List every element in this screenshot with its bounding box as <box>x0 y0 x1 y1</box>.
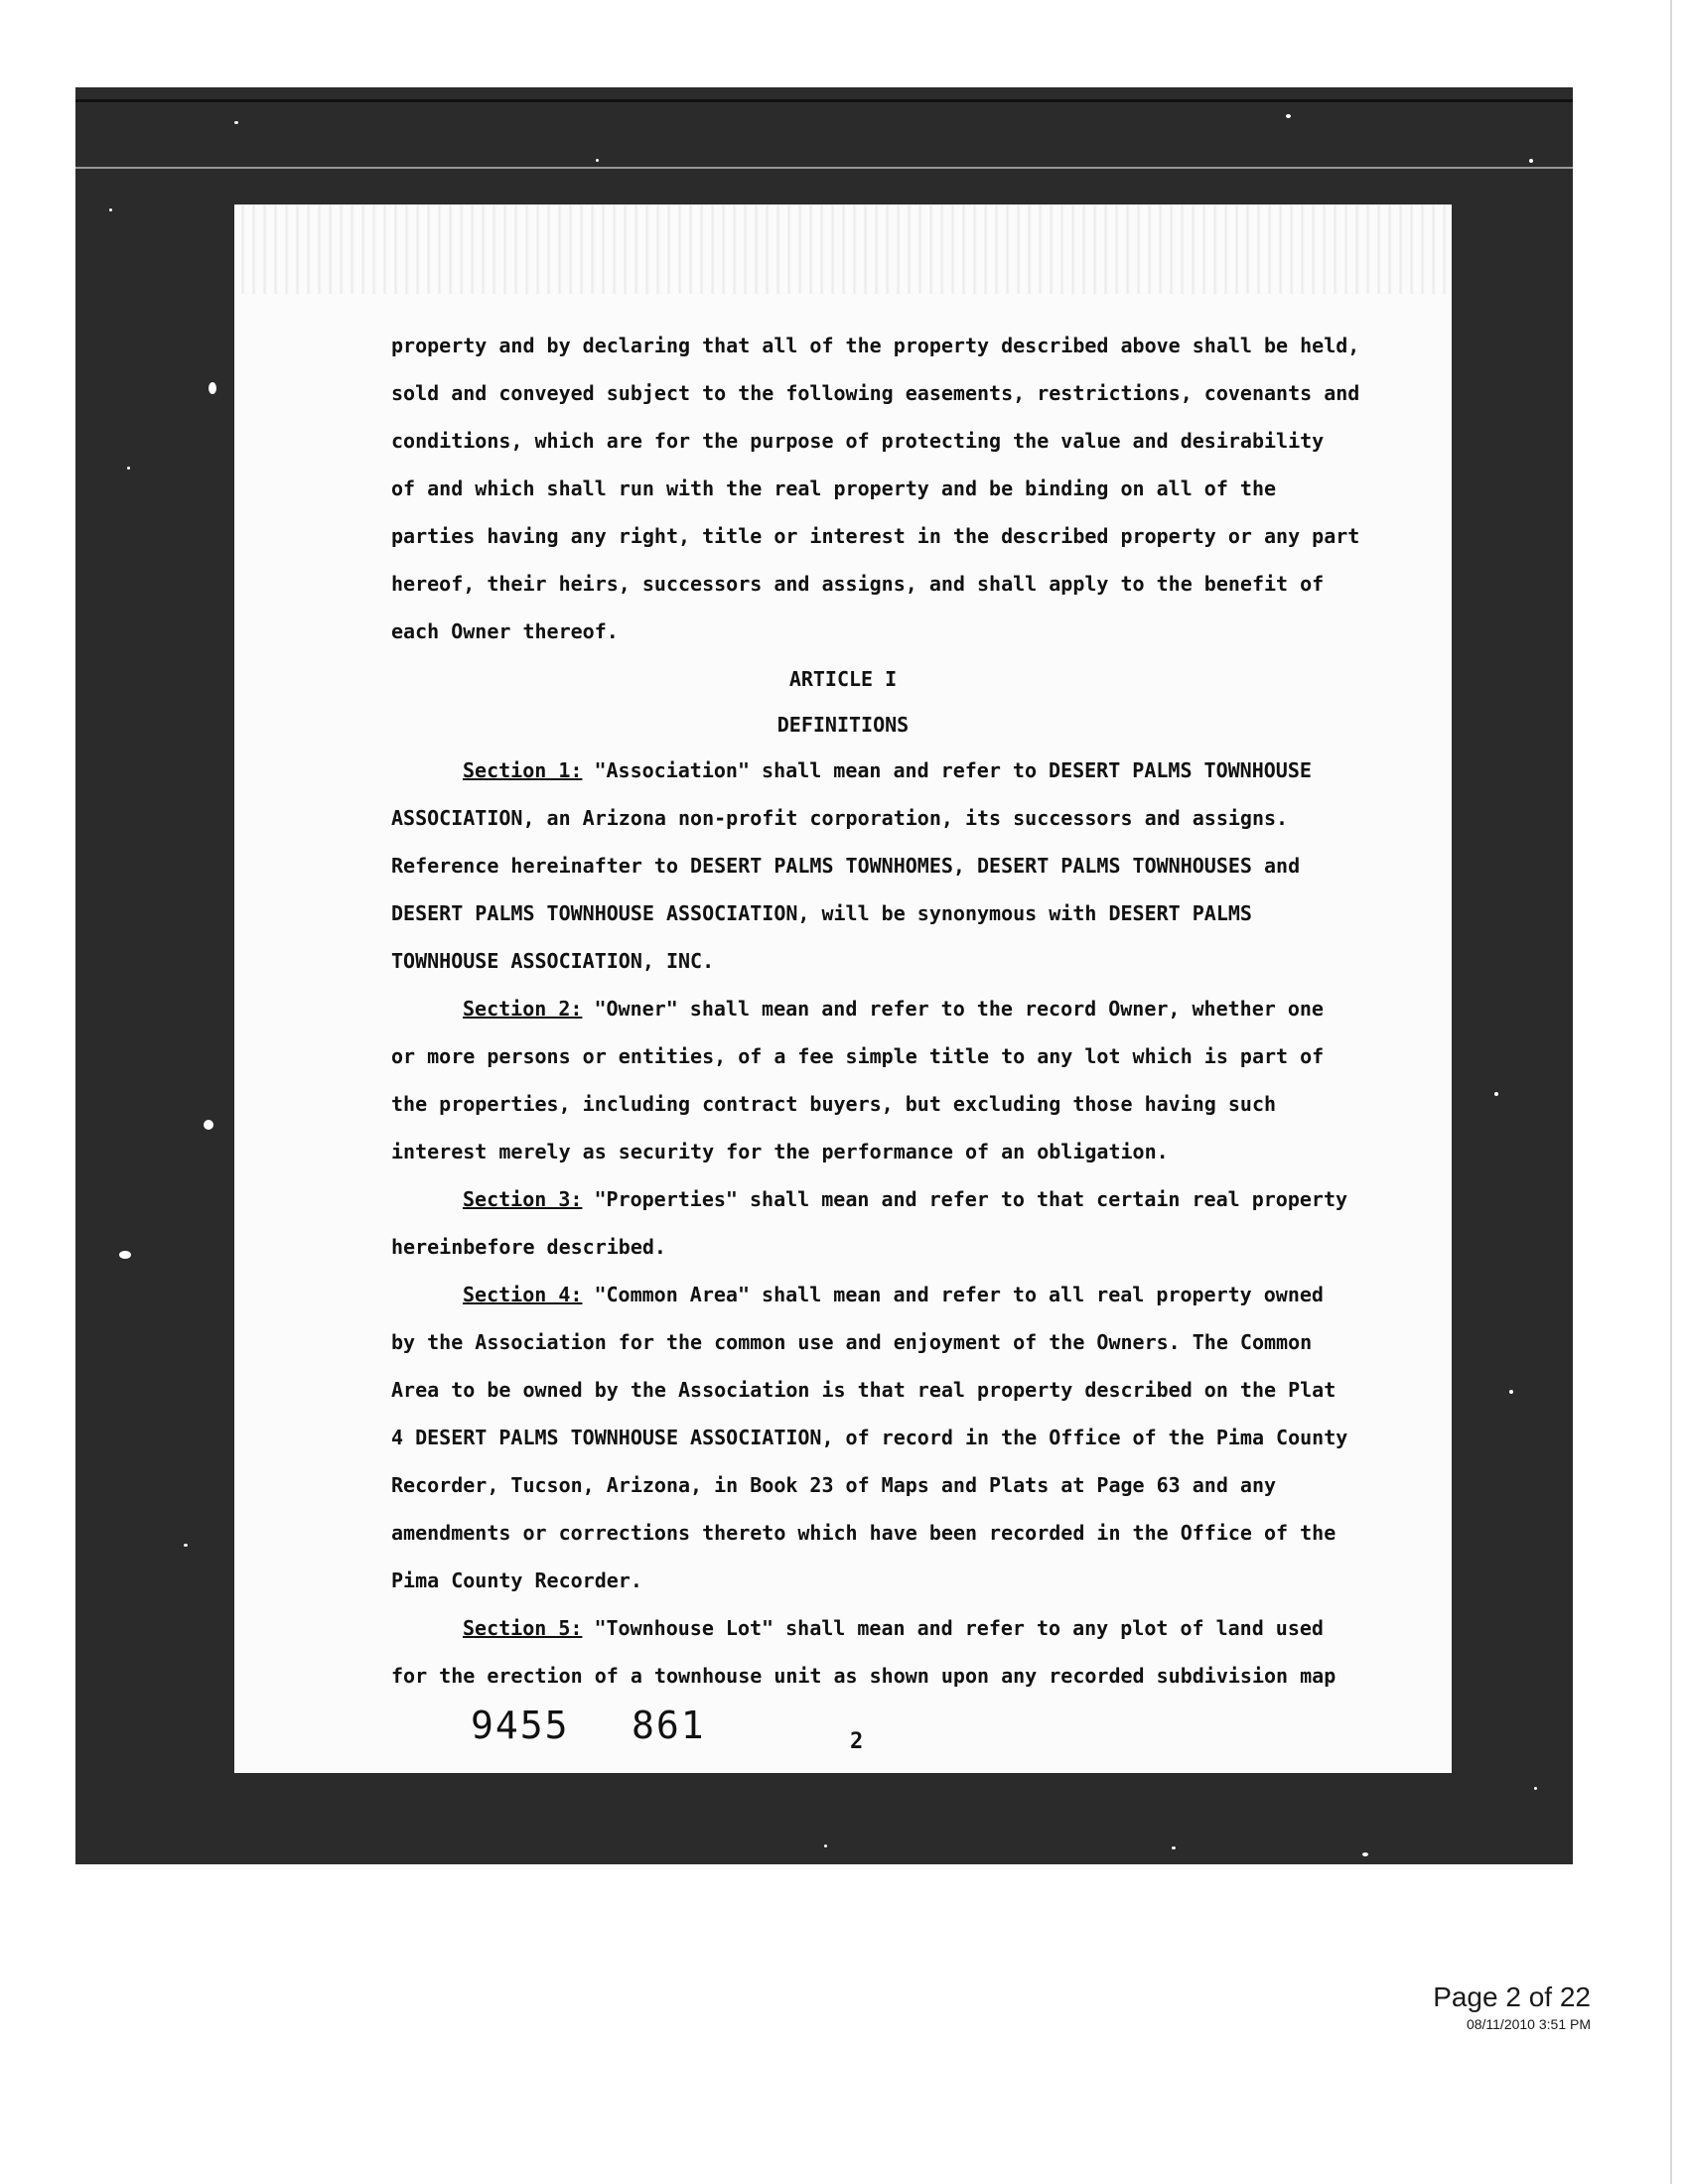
scan-speck <box>1172 1846 1176 1849</box>
scan-noise-band <box>234 205 1452 294</box>
section-1-line: DESERT PALMS TOWNHOUSE ASSOCIATION, will be synonymous with DESERT PALMS <box>391 901 1252 925</box>
scan-speck <box>234 121 238 124</box>
section-4-line: Area to be owned by the Association is that real property described on the Plat <box>391 1378 1336 1402</box>
scan-speck <box>1534 1787 1537 1790</box>
scan-top-line-light <box>75 167 1573 169</box>
scan-speck <box>1362 1852 1368 1856</box>
body-line: of and which shall run with the real property and be binding on all of the <box>391 477 1277 500</box>
section-4-first-line <box>463 1283 1561 1306</box>
scan-speck <box>109 208 112 211</box>
section-5-label: Section 5: <box>463 1616 583 1640</box>
page-edge-rule <box>1670 0 1672 2184</box>
footer-timestamp: 08/11/2010 3:51 PM <box>1466 2016 1591 2032</box>
body-line: sold and conveyed subject to the following easements, restrictions, covenants and <box>391 381 1360 405</box>
section-1-line: TOWNHOUSE ASSOCIATION, INC. <box>391 949 715 973</box>
section-5-line: for the erection of a townhouse unit as shown upon any recorded subdivision map <box>391 1664 1336 1688</box>
section-4-line: 4 DESERT PALMS TOWNHOUSE ASSOCIATION, of record in the Office of the Pima County <box>391 1426 1348 1449</box>
section-2-first-line <box>463 997 1561 1021</box>
article-heading: ARTICLE I <box>788 667 898 691</box>
section-1-text: "Association" shall mean and refer to DESERT PALMS TOWNHOUSE <box>582 758 1312 782</box>
page-footer <box>1433 1981 1591 2032</box>
scan-speck <box>184 1544 188 1547</box>
scan-speck <box>1286 114 1291 118</box>
section-2-text: "Owner" shall mean and refer to the record Owner, whether one <box>582 997 1324 1021</box>
section-3-text: "Properties" shall mean and refer to that certain real property <box>582 1187 1348 1211</box>
section-3-label: Section 3: <box>463 1187 583 1211</box>
section-4-line: Recorder, Tucson, Arizona, in Book 23 of Maps and Plats at Page 63 and any <box>391 1473 1277 1497</box>
section-4-label: Section 4: <box>463 1283 583 1306</box>
section-2-line: the properties, including contract buyers, but excluding those having such <box>391 1092 1277 1116</box>
article-title: DEFINITIONS <box>776 713 910 737</box>
scan-speck <box>824 1844 827 1847</box>
scan-speck <box>1529 159 1533 163</box>
section-5-first-line <box>463 1616 1561 1640</box>
body-line: parties having any right, title or interest in the described property or any part <box>391 524 1360 548</box>
section-5-text: "Townhouse Lot" shall mean and refer to any plot of land used <box>582 1616 1324 1640</box>
section-2-line: interest merely as security for the performance of an obligation. <box>391 1140 1169 1163</box>
section-2-label: Section 2: <box>463 997 583 1021</box>
scan-speck <box>209 382 216 394</box>
document-page <box>234 205 1452 1773</box>
section-1-line: Reference hereinafter to DESERT PALMS TOWNHOMES, DESERT PALMS TOWNHOUSES and <box>391 854 1301 878</box>
body-line: hereof, their heirs, successors and assigns, and shall apply to the benefit of <box>391 572 1325 596</box>
section-4-line: Pima County Recorder. <box>391 1569 642 1592</box>
stamp-book-number: 9455 <box>471 1704 570 1747</box>
body-line: conditions, which are for the purpose of protecting the value and desirability <box>391 429 1325 453</box>
body-line: property and by declaring that all of the property described above shall be held, <box>391 334 1360 357</box>
section-3-first-line <box>463 1187 1561 1211</box>
footer-page-label: Page 2 of 22 <box>1433 1981 1591 2012</box>
document-page-number: 2 <box>850 1729 864 1754</box>
section-1-label: Section 1: <box>463 758 583 782</box>
section-4-line: amendments or corrections thereto which have been recorded in the Office of the <box>391 1521 1336 1545</box>
scan-top-line <box>75 99 1573 102</box>
section-4-line: by the Association for the common use and enjoyment of the Owners. The Common <box>391 1330 1313 1354</box>
section-2-line: or more persons or entities, of a fee simple title to any lot which is part of <box>391 1044 1325 1068</box>
section-1-first-line <box>463 758 1561 782</box>
section-1-line: ASSOCIATION, an Arizona non-profit corporation, its successors and assigns. <box>391 806 1289 830</box>
stamp-page-number: 861 <box>632 1704 706 1747</box>
scan-speck <box>596 159 599 162</box>
body-line: each Owner thereof. <box>391 619 619 643</box>
scan-speck <box>119 1251 131 1259</box>
scan-speck <box>204 1120 213 1130</box>
section-4-text: "Common Area" shall mean and refer to all real property owned <box>582 1283 1324 1306</box>
scan-speck <box>127 467 130 470</box>
section-3-line: hereinbefore described. <box>391 1235 666 1259</box>
